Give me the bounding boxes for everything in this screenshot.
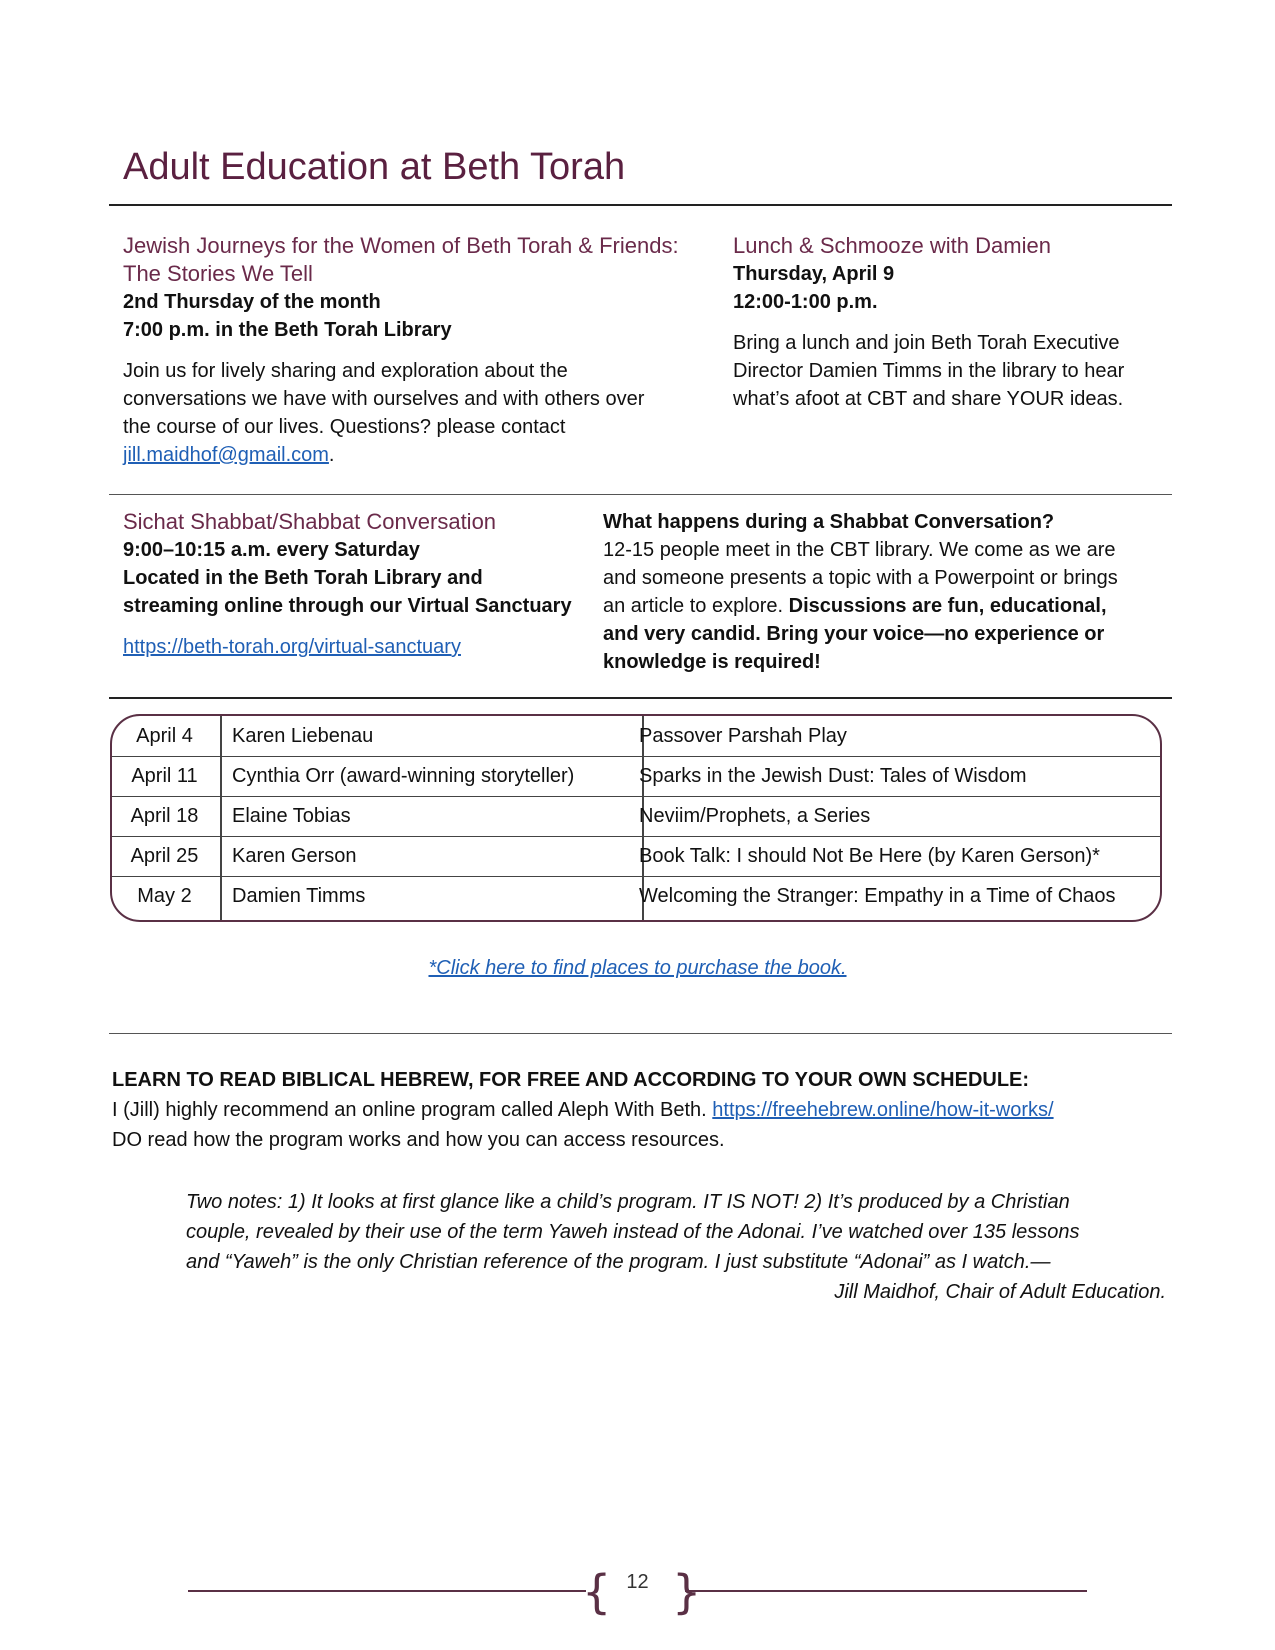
what-happens-line-1: 12-15 people meet in the CBT library. We come as we are [603,539,1116,561]
section-divider-2 [109,697,1172,699]
title-divider [109,204,1172,206]
right-brace-ornament: } [672,1565,702,1619]
row-topic: Sparks in the Jewish Dust: Tales of Wisdom [639,764,1027,787]
lunch-heading: Lunch & Schmooze with Damien [733,233,1051,258]
table-row [112,716,1160,757]
sichat-location-1: Located in the Beth Torah Library and [123,567,483,589]
row-topic: Neviim/Prophets, a Series [639,804,871,827]
footer-line-right [685,1590,1087,1592]
sichat-location-2: streaming online through our Virtual Sanctuary [123,595,572,617]
what-happens-line-3-bold: Discussions are fun, educational, [788,595,1107,617]
what-happens-line-3-plain: an article to explore. [603,595,789,617]
sichat-heading: Sichat Shabbat/Shabbat Conversation [123,509,497,534]
table-row [112,796,1160,837]
what-happens-line-4: and very candid. Bring your voice—no experience or [603,623,1105,645]
notes-line-3: and “Yaweh” is the only Christian reference of the program. I just substitute “Adonai” as I watch.— [186,1251,1051,1273]
row-presenter: Cynthia Orr (award-winning storyteller) [232,764,575,787]
journeys-contact-line [123,441,723,469]
purchase-book-link[interactable]: *Click here to find places to purchase the book. [428,957,847,979]
sichat-section [123,508,603,661]
hebrew-line-1-text: I (Jill) highly recommend an online program called Aleph With Beth. [112,1099,713,1121]
section-divider-3 [109,1033,1172,1034]
table-row [112,876,1160,916]
row-topic: Welcoming the Stranger: Empathy in a Time of Chaos [639,884,1116,907]
row-topic: Book Talk: I should Not Be Here (by Karen Gerson)* [639,844,1100,867]
row-date: April 18 [130,804,199,827]
row-presenter: Elaine Tobias [232,804,351,827]
hebrew-line-2: DO read how the program works and how you can access resources. [112,1129,725,1151]
freehebrew-link[interactable]: https://freehebrew.online/how-it-works/ [712,1099,1054,1121]
notes-block [186,1187,1166,1307]
row-presenter: Damien Timms [232,884,366,907]
lunch-date: Thursday, April 9 [733,263,895,285]
row-date: May 2 [137,884,192,907]
lunch-body-2: Director Damien Timms in the library to hear [733,360,1125,382]
row-date: April 4 [136,724,193,747]
table-row [112,836,1160,877]
what-happens-line-3 [603,592,1173,620]
virtual-sanctuary-link[interactable]: https://beth-torah.org/virtual-sanctuary [123,636,461,658]
row-presenter: Karen Gerson [232,844,357,867]
notes-signature: Jill Maidhof, Chair of Adult Education. [834,1281,1166,1303]
journeys-body-2: conversations we have with ourselves and with others over [123,388,645,410]
lunch-body-3: what’s afoot at CBT and share YOUR ideas. [733,388,1124,410]
what-happens-line-5: knowledge is required! [603,651,821,673]
journeys-body-3: the course of our lives. Questions? please contact [123,416,566,438]
notes-line-2: couple, revealed by their use of the term Yaweh instead of the Adonai. I’ve watched over 135 lessons [186,1221,1080,1243]
left-brace-ornament: { [582,1565,612,1619]
journeys-heading-2: The Stories We Tell [123,261,313,286]
section-divider-1 [109,494,1172,495]
sichat-time: 9:00–10:15 a.m. every Saturday [123,539,420,561]
book-link-wrap [0,954,1275,982]
what-happens-heading: What happens during a Shabbat Conversation? [603,511,1055,533]
what-happens-line-2: and someone presents a topic with a Powerpoint or brings [603,567,1118,589]
row-date: April 25 [130,844,199,867]
journeys-heading-1: Jewish Journeys for the Women of Beth Torah & Friends: [123,233,679,258]
journeys-period: . [328,444,335,466]
row-date: April 11 [131,764,198,787]
lunch-section [733,232,1173,413]
table-row [112,756,1160,797]
notes-line-1 [186,1187,1166,1217]
footer-line-left [188,1590,586,1592]
page-number: 12 [626,1571,649,1593]
what-happens-section [603,508,1173,676]
journeys-section [123,232,723,469]
hebrew-heading: LEARN TO READ BIBLICAL HEBREW, FOR FREE AND ACCORDING TO YOUR OWN SCHEDULE: [112,1069,1030,1091]
journeys-body-1: Join us for lively sharing and exploration about the [123,360,568,382]
lunch-time: 12:00-1:00 p.m. [733,291,878,313]
journeys-email-link[interactable]: jill.maidhof@gmail.com [123,444,329,466]
hebrew-section [112,1065,1192,1155]
journeys-when: 2nd Thursday of the month [123,291,381,313]
notes-line-1-rest: : 1) It looks at first glance like a child’s program. IT IS NOT! 2) It’s produced by a Christian [276,1191,1070,1213]
row-topic: Passover Parshah Play [639,724,847,747]
schedule-table [110,714,1162,922]
row-presenter: Karen Liebenau [232,724,374,747]
page-title: Adult Education at Beth Torah [123,146,626,188]
notes-label: Two notes [186,1191,277,1213]
lunch-body-1: Bring a lunch and join Beth Torah Executive [733,332,1120,354]
journeys-where: 7:00 p.m. in the Beth Torah Library [123,319,452,341]
hebrew-line-1 [112,1095,1192,1125]
